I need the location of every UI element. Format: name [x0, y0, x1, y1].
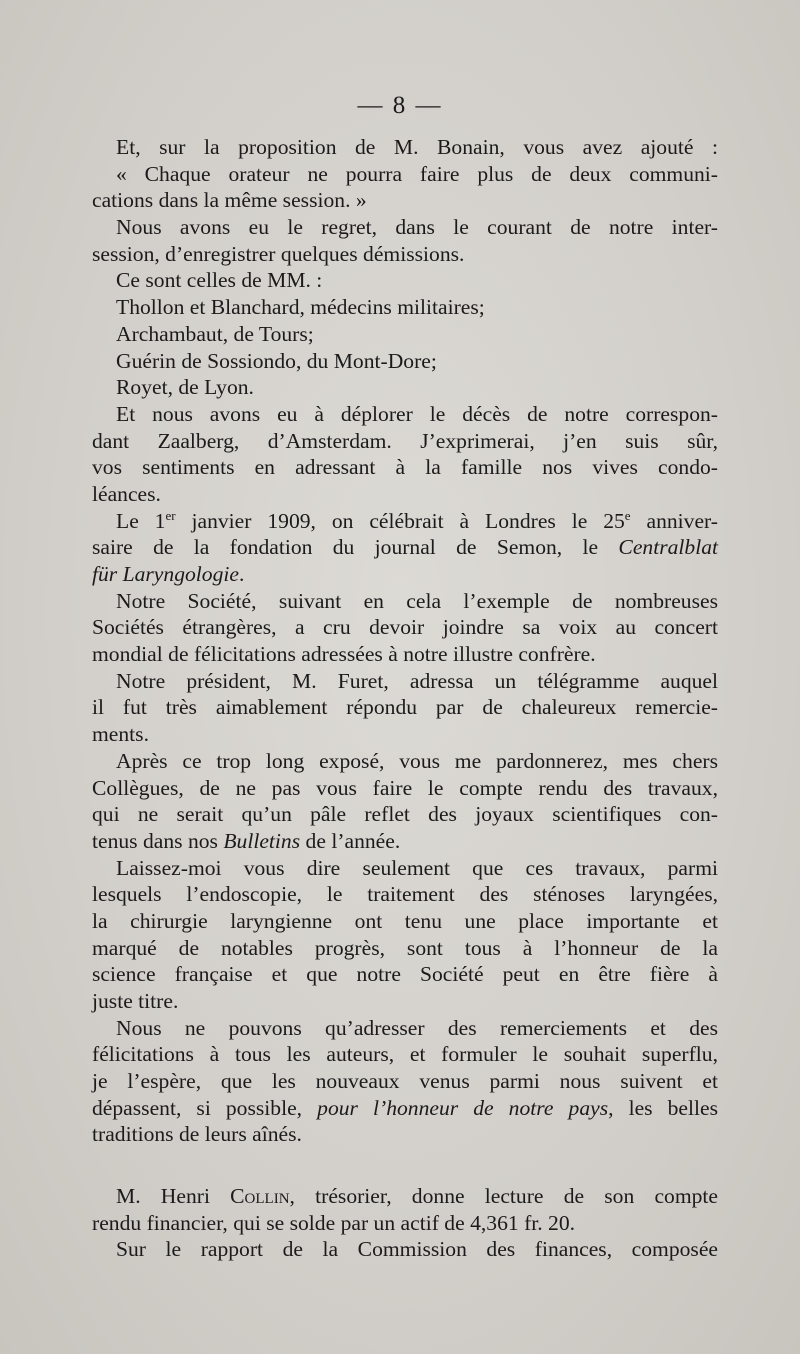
text-line: cations dans la même session. »: [92, 188, 367, 213]
text-line: dant Zaalberg, d’Amsterdam. J’exprimerai, j’en suis sûr,: [92, 428, 718, 453]
text-line: la chirurgie laryngienne ont tenu une place importante et: [92, 908, 718, 933]
text-line: ments.: [92, 722, 149, 747]
text-line-with-italic-title: saire de la fondation du journal de Semon, le Centralblat: [92, 535, 718, 560]
text-line: Nous ne pouvons qu’adresser des remerciements et des: [116, 1015, 718, 1040]
text-line: Notre président, M. Furet, adressa un télégramme auquel: [116, 668, 718, 693]
text-line-with-small-caps: M. Henri Collin, trésorier, donne lecture de son compte: [116, 1184, 719, 1208]
text-line: Guérin de Sossiondo, du Mont-Dore;: [116, 348, 437, 373]
text-line: Et nous avons eu à déplorer le décès de notre correspon-: [116, 401, 718, 426]
text-line: marqué de notables progrès, sont tous à l’honneur de la: [92, 935, 718, 960]
text-line: Après ce trop long exposé, vous me pardonnerez, mes chers: [116, 748, 718, 773]
text-line: mondial de félicitations adressées à notre illustre confrère.: [92, 642, 596, 667]
body-text: [92, 134, 718, 1148]
text-line: félicitations à tous les auteurs, et formuler le souhait superflu,: [92, 1042, 718, 1067]
text-line: session, d’enregistrer quelques démissions.: [92, 241, 465, 266]
page-number: — 8 —: [357, 92, 443, 119]
text-line: Thollon et Blanchard, médecins militaires;: [116, 295, 485, 320]
text-line: Sur le rapport de la Commission des finances, composée: [116, 1237, 718, 1262]
text-line: traditions de leurs aînés.: [92, 1122, 302, 1147]
text-line: Et, sur la proposition de M. Bonain, vous avez ajouté :: [116, 135, 718, 159]
text-line: Ce sont celles de MM. :: [116, 268, 323, 293]
text-line: Archambaut, de Tours;: [116, 321, 314, 346]
text-line: Nous avons eu le regret, dans le courant de notre inter-: [116, 215, 718, 240]
text-line: science française et que notre Société peut en être fière à: [92, 962, 718, 987]
text-line: je l’espère, que les nouveaux venus parmi nous suivent et: [92, 1069, 718, 1094]
text-line-with-italic: dépassent, si possible, pour l’honneur de notre pays, les belles: [92, 1095, 718, 1120]
text-line: Laissez-moi vous dire seulement que ces travaux, parmi: [116, 855, 718, 880]
text-line: Royet, de Lyon.: [116, 375, 254, 400]
text-line: Sociétés étrangères, a cru devoir joindre sa voix au concert: [92, 615, 718, 640]
text-line: léances.: [92, 481, 161, 506]
text-line-with-italic: tenus dans nos Bulletins de l’année.: [92, 828, 401, 853]
text-line: qui ne serait qu’un pâle reflet des joyaux scientifiques con-: [92, 802, 718, 827]
text-line: vos sentiments en adressant à la famille nos vives condo-: [92, 455, 718, 480]
text-line: Notre Société, suivant en cela l’exemple de nombreuses: [116, 588, 718, 613]
text-line: juste titre.: [92, 989, 179, 1013]
treasurer-paragraph: [92, 1183, 718, 1263]
text-line: il fut très aimablement répondu par de chaleureux remercie-: [92, 695, 718, 720]
text-line-italic-title: für Laryngologie.: [92, 562, 245, 586]
text-line: Collègues, de ne pas vous faire le compte rendu des travaux,: [92, 775, 718, 800]
text-line: « Chaque orateur ne pourra faire plus de deux communi-: [116, 161, 718, 186]
text-line-with-superscripts: Le 1er janvier 1909, on célébrait à Londres le 25e anniver-: [116, 507, 718, 533]
text-line: lesquels l’endoscopie, le traitement des sténoses laryngées,: [92, 882, 718, 907]
text-line: rendu financier, qui se solde par un actif de 4,361 fr. 20.: [92, 1210, 576, 1235]
